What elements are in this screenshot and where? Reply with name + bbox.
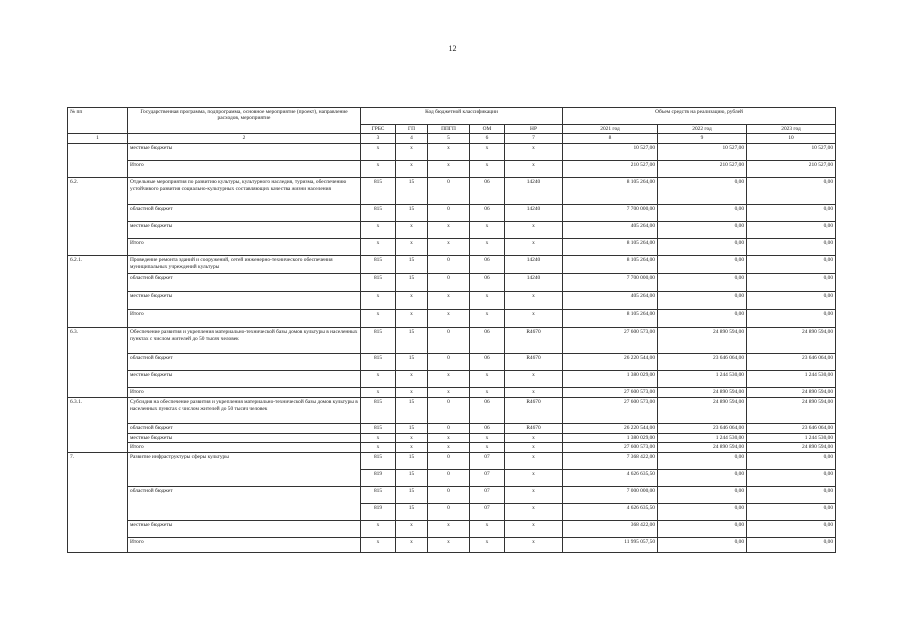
amount-2023: 24 890 594,00 [747, 388, 836, 398]
ppgp-cell: 0 [428, 205, 470, 222]
header-name: Государственная программа, подпрограмма, основное мероприятие (проект), направление расходов, мероприятие [128, 108, 361, 134]
ppgp-cell: 0 [428, 354, 470, 371]
amount-2022: 0,00 [658, 205, 747, 222]
amount-2022: 1 244 530,00 [658, 371, 747, 388]
row-name: областной бюджет [128, 205, 361, 222]
grbs-cell: x [361, 144, 396, 161]
amount-2022: 210 527,00 [658, 161, 747, 178]
nr-cell: 14240 [505, 205, 563, 222]
om-cell: x [470, 443, 505, 452]
nr-cell: 14240 [505, 178, 563, 205]
amount-2021: 27 600 573,00 [563, 388, 658, 398]
amount-2021: 4 626 635,50 [563, 503, 658, 520]
header-nr: НР [505, 125, 563, 134]
amount-2021: 7 700 000,00 [563, 274, 658, 292]
amount-2023: 0,00 [747, 520, 836, 537]
grbs-cell: x [361, 310, 396, 328]
nr-cell: x [505, 222, 563, 239]
grbs-cell: 815 [361, 486, 396, 503]
gp-cell: 15 [396, 178, 428, 205]
amount-2021: 405 264,00 [563, 222, 658, 239]
table-row [68, 328, 836, 354]
amount-2022: 0,00 [658, 178, 747, 205]
amount-2022: 0,00 [658, 222, 747, 239]
row-name: Итого [128, 537, 361, 552]
amount-2022: 24 890 594,00 [658, 328, 747, 354]
row-name: местные бюджеты [128, 292, 361, 310]
table-row [68, 371, 836, 388]
amount-2023: 10 527,00 [747, 144, 836, 161]
row-name: местные бюджеты [128, 433, 361, 442]
ppgp-cell: x [428, 239, 470, 256]
ppgp-cell: x [428, 161, 470, 178]
amount-2021: 405 264,00 [563, 292, 658, 310]
om-cell: 06 [470, 398, 505, 424]
om-cell: x [470, 520, 505, 537]
header-kbk: Код бюджетной классификации [361, 108, 563, 125]
col-index: 8 [563, 134, 658, 144]
amount-2022: 0,00 [658, 452, 747, 469]
row-name: областной бюджет [128, 354, 361, 371]
om-cell: x [470, 161, 505, 178]
om-cell: 06 [470, 274, 505, 292]
amount-2023: 23 646 064,00 [747, 424, 836, 433]
gp-cell: x [396, 310, 428, 328]
amount-2023: 0,00 [747, 469, 836, 486]
row-number [68, 144, 128, 178]
table-row [68, 398, 836, 424]
amount-2023: 24 890 594,00 [747, 328, 836, 354]
om-cell: 06 [470, 256, 505, 274]
row-name: местные бюджеты [128, 144, 361, 161]
grbs-cell: 815 [361, 398, 396, 424]
table-row [68, 310, 836, 328]
nr-cell: x [505, 520, 563, 537]
grbs-cell: 819 [361, 469, 396, 486]
amount-2023: 0,00 [747, 178, 836, 205]
row-name: Итого [128, 310, 361, 328]
table-row [68, 520, 836, 537]
grbs-cell: 815 [361, 424, 396, 433]
om-cell: x [470, 144, 505, 161]
amount-2021: 7 700 000,00 [563, 205, 658, 222]
ppgp-cell: 0 [428, 486, 470, 503]
ppgp-cell: x [428, 292, 470, 310]
gp-cell: 15 [396, 205, 428, 222]
gp-cell: x [396, 161, 428, 178]
header-volume: Объем средств на реализацию, рублей [563, 108, 836, 125]
col-index: 9 [658, 134, 747, 144]
nr-cell: x [505, 310, 563, 328]
om-cell: x [470, 433, 505, 442]
amount-2023: 0,00 [747, 537, 836, 552]
table-header [68, 108, 836, 144]
amount-2022: 0,00 [658, 292, 747, 310]
nr-cell: x [505, 537, 563, 552]
budget-table [67, 107, 836, 553]
ppgp-cell: x [428, 144, 470, 161]
grbs-cell: x [361, 161, 396, 178]
row-name: Итого [128, 388, 361, 398]
header-num: № пп [68, 108, 128, 134]
col-index: 4 [396, 134, 428, 144]
gp-cell: 15 [396, 398, 428, 424]
table-row [68, 486, 836, 503]
row-name: Развитие инфраструктуры сферы культуры [128, 452, 361, 486]
amount-2022: 0,00 [658, 469, 747, 486]
ppgp-cell: x [428, 433, 470, 442]
amount-2022: 0,00 [658, 256, 747, 274]
row-name: Субсидия на обеспечение развития и укрепления материально-технической базы домов культуры в населенных пунктах с числом жителей до 50 тысяч человек [128, 398, 361, 424]
amount-2021: 11 995 057,50 [563, 537, 658, 552]
om-cell: x [470, 292, 505, 310]
om-cell: x [470, 388, 505, 398]
header-2021: 2021 год [563, 125, 658, 134]
grbs-cell: 815 [361, 452, 396, 469]
amount-2023: 1 244 530,00 [747, 433, 836, 442]
amount-2021: 27 600 573,00 [563, 443, 658, 452]
nr-cell: x [505, 433, 563, 442]
row-name: Итого [128, 161, 361, 178]
om-cell: 06 [470, 424, 505, 433]
grbs-cell: x [361, 222, 396, 239]
ppgp-cell: 0 [428, 424, 470, 433]
table-row [68, 222, 836, 239]
header-grbs: ГРБС [361, 125, 396, 134]
ppgp-cell: 0 [428, 274, 470, 292]
amount-2021: 27 600 573,00 [563, 328, 658, 354]
nr-cell: R4670 [505, 328, 563, 354]
amount-2023: 24 890 594,00 [747, 398, 836, 424]
grbs-cell: x [361, 371, 396, 388]
table-row [68, 161, 836, 178]
gp-cell: x [396, 222, 428, 239]
table-row [68, 274, 836, 292]
nr-cell: x [505, 486, 563, 503]
grbs-cell: 815 [361, 328, 396, 354]
amount-2022: 0,00 [658, 239, 747, 256]
ppgp-cell: 0 [428, 452, 470, 469]
amount-2023: 0,00 [747, 256, 836, 274]
row-name: Обеспечение развития и укрепления материально-технической базы домов культуры в населенных пунктах с числом жителей до 50 тысяч человек [128, 328, 361, 354]
col-index: 10 [747, 134, 836, 144]
column-index-row [68, 134, 836, 144]
table-row [68, 433, 836, 442]
amount-2023: 0,00 [747, 274, 836, 292]
col-index: 6 [470, 134, 505, 144]
header-ppgp: ППГП [428, 125, 470, 134]
grbs-cell: 815 [361, 274, 396, 292]
table-row [68, 388, 836, 398]
amount-2022: 0,00 [658, 537, 747, 552]
row-number: 6.2. [68, 178, 128, 256]
ppgp-cell: 0 [428, 503, 470, 520]
table-row [68, 443, 836, 452]
amount-2022: 24 890 594,00 [658, 398, 747, 424]
row-name: местные бюджеты [128, 520, 361, 537]
amount-2021: 26 220 544,00 [563, 354, 658, 371]
nr-cell: x [505, 388, 563, 398]
nr-cell: x [505, 239, 563, 256]
amount-2023: 0,00 [747, 292, 836, 310]
nr-cell: 14240 [505, 274, 563, 292]
row-name: областной бюджет [128, 486, 361, 520]
amount-2021: 8 105 264,00 [563, 178, 658, 205]
amount-2022: 24 890 594,00 [658, 443, 747, 452]
gp-cell: x [396, 443, 428, 452]
grbs-cell: x [361, 443, 396, 452]
amount-2022: 0,00 [658, 274, 747, 292]
nr-cell: x [505, 371, 563, 388]
amount-2022: 0,00 [658, 503, 747, 520]
amount-2022: 0,00 [658, 520, 747, 537]
col-index: 1 [68, 134, 128, 144]
amount-2021: 4 626 635,50 [563, 469, 658, 486]
table-row [68, 239, 836, 256]
amount-2023: 0,00 [747, 486, 836, 503]
row-number: 6.2.1. [68, 256, 128, 328]
gp-cell: x [396, 371, 428, 388]
ppgp-cell: x [428, 537, 470, 552]
gp-cell: 15 [396, 274, 428, 292]
om-cell: x [470, 239, 505, 256]
gp-cell: 15 [396, 328, 428, 354]
grbs-cell: 815 [361, 256, 396, 274]
gp-cell: 15 [396, 424, 428, 433]
gp-cell: x [396, 520, 428, 537]
nr-cell: R4670 [505, 424, 563, 433]
table-row [68, 354, 836, 371]
table-row [68, 256, 836, 274]
row-name: местные бюджеты [128, 222, 361, 239]
nr-cell: x [505, 292, 563, 310]
nr-cell: R4670 [505, 354, 563, 371]
om-cell: 06 [470, 205, 505, 222]
row-name: местные бюджеты [128, 371, 361, 388]
gp-cell: 15 [396, 452, 428, 469]
amount-2022: 23 646 064,00 [658, 424, 747, 433]
col-index: 7 [505, 134, 563, 144]
grbs-cell: x [361, 537, 396, 552]
amount-2021: 8 105 264,00 [563, 256, 658, 274]
row-name: областной бюджет [128, 274, 361, 292]
row-name: Итого [128, 239, 361, 256]
header-om: ОМ [470, 125, 505, 134]
table-row [68, 178, 836, 205]
amount-2023: 23 646 064,00 [747, 354, 836, 371]
nr-cell: 14240 [505, 256, 563, 274]
amount-2021: 26 220 544,00 [563, 424, 658, 433]
ppgp-cell: x [428, 520, 470, 537]
nr-cell: x [505, 452, 563, 469]
amount-2023: 24 890 594,00 [747, 443, 836, 452]
amount-2023: 0,00 [747, 222, 836, 239]
grbs-cell: x [361, 520, 396, 537]
gp-cell: x [396, 537, 428, 552]
amount-2021: 7 000 000,00 [563, 486, 658, 503]
grbs-cell: x [361, 292, 396, 310]
ppgp-cell: x [428, 310, 470, 328]
om-cell: 07 [470, 452, 505, 469]
ppgp-cell: 0 [428, 398, 470, 424]
ppgp-cell: 0 [428, 178, 470, 205]
nr-cell: x [505, 503, 563, 520]
ppgp-cell: 0 [428, 256, 470, 274]
grbs-cell: x [361, 433, 396, 442]
gp-cell: x [396, 388, 428, 398]
amount-2023: 0,00 [747, 503, 836, 520]
gp-cell: 15 [396, 469, 428, 486]
grbs-cell: 815 [361, 178, 396, 205]
table-row [68, 452, 836, 469]
amount-2023: 1 244 530,00 [747, 371, 836, 388]
amount-2021: 27 600 573,00 [563, 398, 658, 424]
header-gp: ГП [396, 125, 428, 134]
nr-cell: x [505, 469, 563, 486]
amount-2022: 1 244 530,00 [658, 433, 747, 442]
amount-2021: 8 105 264,00 [563, 239, 658, 256]
amount-2023: 210 527,00 [747, 161, 836, 178]
gp-cell: 15 [396, 503, 428, 520]
table-body [68, 144, 836, 552]
amount-2023: 0,00 [747, 205, 836, 222]
gp-cell: x [396, 144, 428, 161]
amount-2022: 24 890 594,00 [658, 388, 747, 398]
row-name: Итого [128, 443, 361, 452]
grbs-cell: x [361, 388, 396, 398]
page-number: 12 [448, 44, 457, 53]
grbs-cell: 815 [361, 354, 396, 371]
om-cell: x [470, 537, 505, 552]
gp-cell: x [396, 292, 428, 310]
gp-cell: x [396, 239, 428, 256]
om-cell: x [470, 222, 505, 239]
amount-2021: 10 527,00 [563, 144, 658, 161]
amount-2021: 368 422,00 [563, 520, 658, 537]
amount-2022: 0,00 [658, 486, 747, 503]
row-number: 6.3. [68, 328, 128, 398]
col-index: 2 [128, 134, 361, 144]
header-2022: 2022 год [658, 125, 747, 134]
header-2023: 2023 год [747, 125, 836, 134]
amount-2023: 0,00 [747, 239, 836, 256]
om-cell: x [470, 371, 505, 388]
ppgp-cell: x [428, 443, 470, 452]
amount-2023: 0,00 [747, 310, 836, 328]
amount-2022: 0,00 [658, 310, 747, 328]
gp-cell: 15 [396, 354, 428, 371]
table-row [68, 144, 836, 161]
gp-cell: x [396, 433, 428, 442]
nr-cell: R4670 [505, 398, 563, 424]
row-name: областной бюджет [128, 424, 361, 433]
ppgp-cell: x [428, 371, 470, 388]
om-cell: 07 [470, 503, 505, 520]
om-cell: 07 [470, 486, 505, 503]
amount-2022: 10 527,00 [658, 144, 747, 161]
nr-cell: x [505, 161, 563, 178]
row-number: 7. [68, 452, 128, 552]
gp-cell: 15 [396, 256, 428, 274]
amount-2021: 210 527,00 [563, 161, 658, 178]
om-cell: 06 [470, 178, 505, 205]
grbs-cell: 815 [361, 205, 396, 222]
om-cell: x [470, 310, 505, 328]
ppgp-cell: 0 [428, 328, 470, 354]
gp-cell: 15 [396, 486, 428, 503]
ppgp-cell: 0 [428, 469, 470, 486]
amount-2021: 1 380 029,00 [563, 371, 658, 388]
ppgp-cell: x [428, 388, 470, 398]
row-number: 6.3.1. [68, 398, 128, 452]
table-row [68, 537, 836, 552]
ppgp-cell: x [428, 222, 470, 239]
col-index: 3 [361, 134, 396, 144]
table-row [68, 292, 836, 310]
amount-2021: 1 380 029,00 [563, 433, 658, 442]
amount-2022: 23 646 064,00 [658, 354, 747, 371]
amount-2023: 0,00 [747, 452, 836, 469]
om-cell: 06 [470, 328, 505, 354]
col-index: 5 [428, 134, 470, 144]
grbs-cell: 819 [361, 503, 396, 520]
row-name: Проведение ремонта зданий и сооружений, сетей инженерно-технического обеспечения муниципальных учреждений культуры [128, 256, 361, 274]
nr-cell: x [505, 144, 563, 161]
amount-2021: 7 368 422,00 [563, 452, 658, 469]
om-cell: 07 [470, 469, 505, 486]
table-row [68, 205, 836, 222]
nr-cell: x [505, 443, 563, 452]
table-row [68, 424, 836, 433]
amount-2021: 8 105 264,00 [563, 310, 658, 328]
grbs-cell: x [361, 239, 396, 256]
row-name: Отдельные мероприятия по развитию культуры, культурного наследия, туризма, обеспечению устойчивого развития социально-культурных составляющих качества жизни населения [128, 178, 361, 205]
om-cell: 06 [470, 354, 505, 371]
